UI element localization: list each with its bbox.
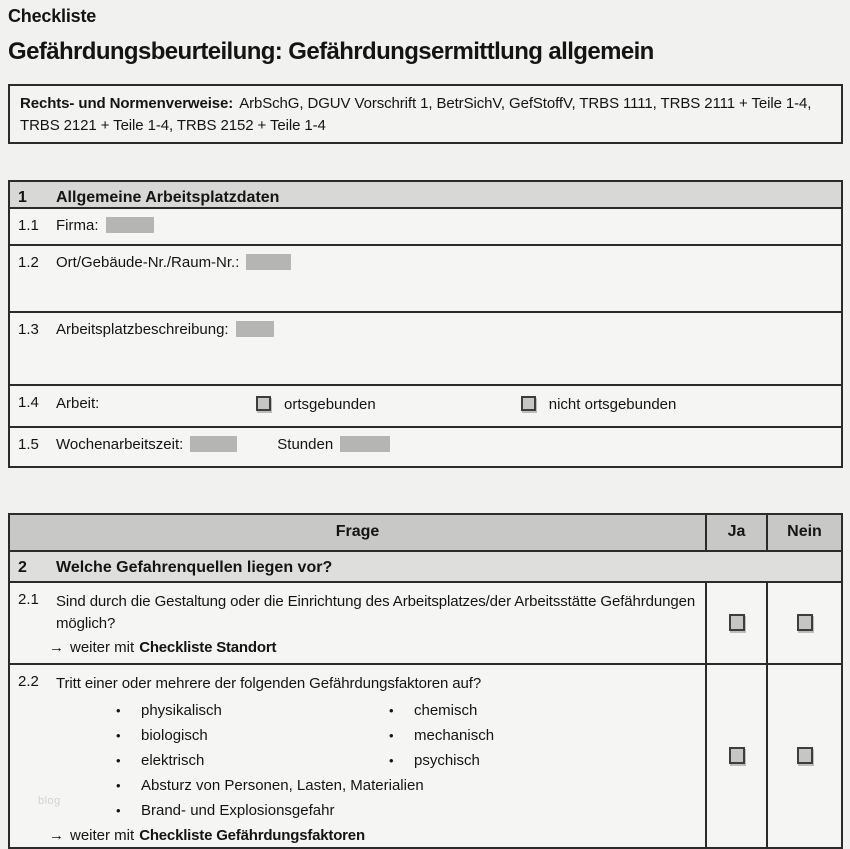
firma-input[interactable] [106,217,154,233]
bullet-icon: • [389,703,394,718]
firma-label: Firma: [56,217,99,234]
nein-checkbox-2-1[interactable] [797,614,813,631]
ja-checkbox-2-1[interactable] [729,614,745,631]
followup-link [49,824,697,847]
bullet-icon: • [389,728,394,743]
question-text: Tritt einer oder mehrere der folgenden Gefährdungsfaktoren auf? [56,675,482,692]
arrow-right-icon: → [49,639,64,656]
questions-table [8,513,843,849]
list-item [56,723,329,748]
row-number: 1.3 [18,321,39,338]
followup-link [49,636,697,659]
references-text: ArbSchG, DGUV Vorschrift 1, BetrSichV, GefStoffV, TRBS 1111, TRBS 2111 + Teile 1-4, TRBS 2121 + Teile 1-4, TRBS 2152 + Teile 1-4 [20,95,812,134]
followup-prefix: weiter mit [70,827,135,844]
row-number: 2.1 [18,591,39,608]
references-label: Rechts- und Normenverweise: [20,95,234,112]
section2-title: Welche Gefahrenquellen liegen vor? [56,558,333,576]
stunden-label: Stunden [277,436,334,453]
list-item [329,698,494,723]
nein-column-header: Nein [766,515,841,550]
wochenarbeitszeit-input[interactable] [190,436,237,452]
list-item [56,748,329,773]
ort-gebaeude-label: Ort/Gebäude-Nr./Raum-Nr.: [56,254,240,271]
ja-checkbox-2-2[interactable] [729,747,745,764]
bullet-icon: • [116,753,121,768]
list-item-label: chemisch [414,702,478,719]
legal-references-box [8,84,843,144]
ja-column-header: Ja [705,515,766,550]
followup-target: Checkliste Gefährdungsfaktoren [139,827,365,844]
nicht-ortsgebunden-label: nicht ortsgebunden [548,395,677,413]
row-number: 1.1 [18,217,39,234]
table-row [10,244,841,311]
nein-checkbox-2-2[interactable] [797,747,813,764]
row-number: 1.2 [18,254,39,271]
wochenarbeitszeit-label: Wochenarbeitszeit: [56,436,184,453]
questions-header-row [10,515,841,550]
followup-prefix: weiter mit [70,639,135,656]
row-number: 1.5 [18,436,39,453]
question-row-2-1 [10,581,841,663]
bullet-icon: • [116,803,121,818]
section2-header-row [10,550,841,581]
document-kicker: Checkliste [8,6,97,26]
arbeitsplatzbeschreibung-label: Arbeitsplatzbeschreibung: [56,321,229,338]
question-text: Sind durch die Gestaltung oder die Einrichtung des Arbeitsplatzes/der Arbeitsstätte Gefährdungen möglich? [56,593,696,632]
nicht-ortsgebunden-checkbox[interactable] [521,396,536,411]
row-number: 2.2 [18,673,39,690]
hazard-factor-list [56,698,697,773]
stunden-input[interactable] [340,436,390,452]
bullet-icon: • [116,703,121,718]
list-item-label: Brand- und Explosionsgefahr [141,802,335,819]
page-title: Gefährdungsbeurteilung: Gefährdungsermittlung allgemein [8,38,654,65]
table-row [10,426,841,466]
watermark: blog [38,795,61,807]
followup-target: Checkliste Standort [139,639,277,656]
table-row [10,311,841,384]
list-item [56,698,329,723]
list-item-label: psychisch [414,752,480,769]
table-row [10,384,841,426]
section1-title: Allgemeine Arbeitsplatzdaten [56,189,280,206]
list-item-label: elektrisch [141,752,205,769]
arbeitsplatzbeschreibung-input[interactable] [236,321,274,337]
bullet-icon: • [389,753,394,768]
list-item-label: biologisch [141,727,208,744]
ort-gebaeude-input[interactable] [246,254,291,270]
list-item [329,748,494,773]
bullet-icon: • [116,778,121,793]
list-item-label: mechanisch [414,727,495,744]
list-item-label: physikalisch [141,702,222,719]
list-item [56,773,697,798]
question-row-2-2 [10,663,841,847]
section1-number: 1 [18,189,27,206]
table-row [10,207,841,244]
list-item-label: Absturz von Personen, Lasten, Materialien [141,777,424,794]
row-number: 1.4 [18,394,39,411]
ortsgebunden-checkbox[interactable] [256,396,271,411]
ortsgebunden-label: ortsgebunden [284,395,376,413]
list-item [329,723,494,748]
list-item [56,798,697,823]
section1-header-row [10,182,841,207]
arbeit-label: Arbeit: [56,395,100,412]
bullet-icon: • [116,728,121,743]
frage-column-header: Frage [335,523,380,541]
workplace-data-table [8,180,843,468]
section2-number: 2 [18,558,27,576]
arrow-right-icon: → [49,827,64,844]
